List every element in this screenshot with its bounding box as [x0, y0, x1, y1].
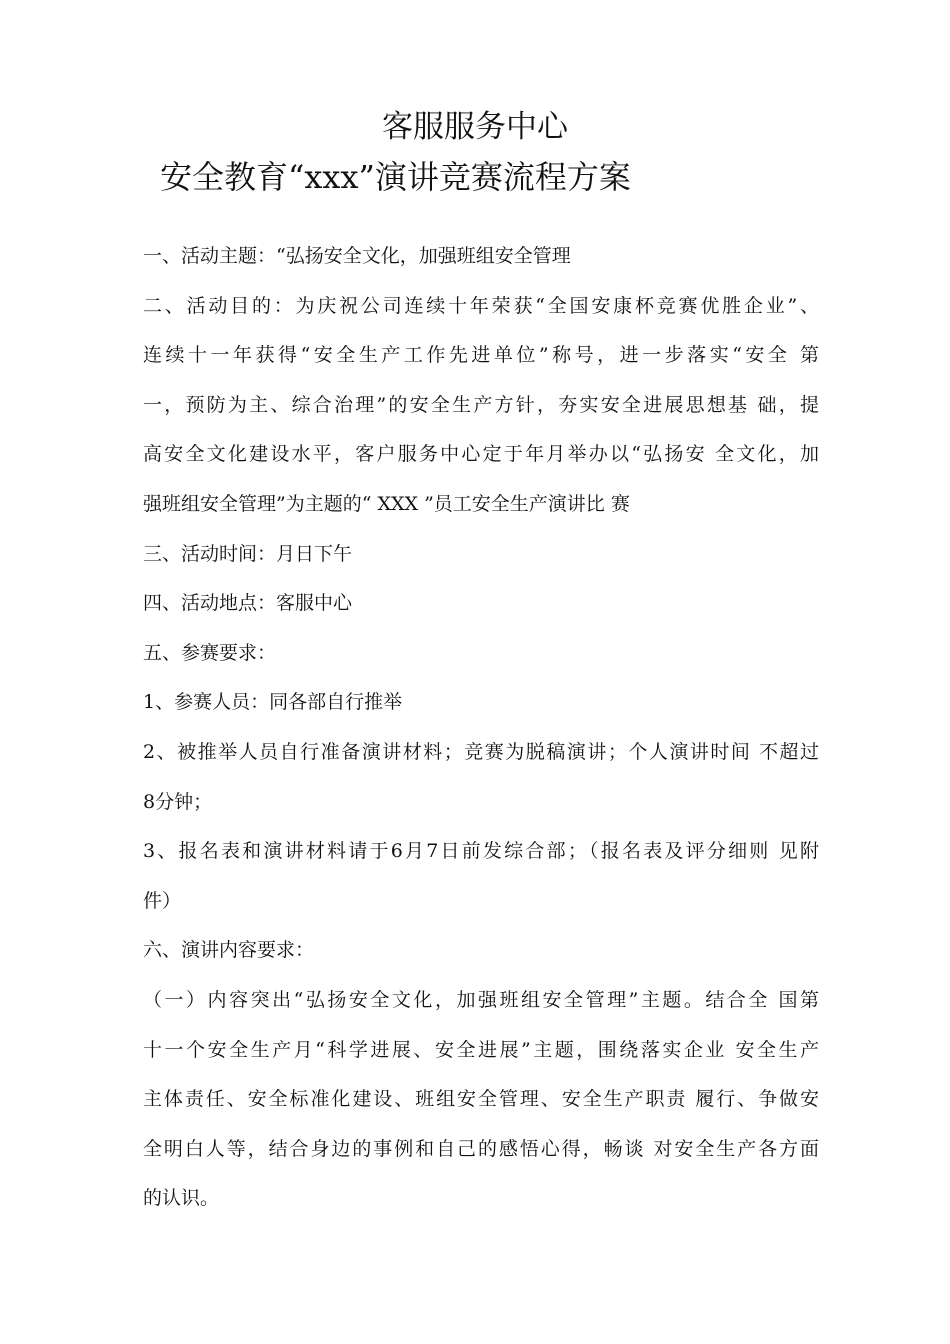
paragraph-line-activity-theme: 一、活动主题：“弘扬安全文化，加强班组安全管理: [143, 245, 571, 267]
section-heading-speech-content: 六、演讲内容要求：: [143, 939, 315, 962]
paragraph-line-activity-time: 三、活动时间：月日下午: [143, 542, 353, 565]
paragraph-line: 的认识。: [143, 1187, 220, 1210]
paragraph-line: 一，预防为主、综合治理”的安全生产方针，夯实安全进展思想基 础，提: [143, 393, 819, 416]
paragraph-line: 十一个安全生产月“科学进展、安全进展”主题，围绕落实企业 安全生产: [143, 1038, 819, 1061]
paragraph-line-activity-purpose: 二、活动目的：为庆祝公司连续十年荣获“全国安康杯竞赛优胜企业”、: [143, 294, 819, 317]
list-item-preparation: 2、被推举人员自行准备演讲材料；竞赛为脱稿演讲；个人演讲时间 不超过: [143, 740, 819, 763]
paragraph-line: 全明白人等，结合身边的事例和自己的感悟心得，畅谈 对安全生产各方面: [143, 1137, 819, 1160]
document-title-line-2: 安全教育“xxx”演讲竞赛流程方案: [160, 158, 631, 196]
section-heading-requirements: 五、参赛要求：: [143, 641, 277, 664]
document-body: [143, 232, 819, 1224]
paragraph-line-content-1: （一）内容突出“弘扬安全文化，加强班组安全管理”主题。结合全 国第: [143, 988, 819, 1011]
paragraph-line: 8分钟；: [143, 790, 213, 813]
list-item-participants: 1、参赛人员：同各部自行推举: [143, 691, 403, 714]
list-item-registration: 3、报名表和演讲材料请于6月7日前发综合部；（报名表及评分细则 见附: [143, 840, 819, 863]
paragraph-line: 主体责任、安全标准化建设、班组安全管理、安全生产职责 履行、争做安: [143, 1088, 819, 1111]
paragraph-line: 件）: [143, 889, 182, 912]
paragraph-line: 强班组安全管理”为主题的“ XXX ”员工安全生产演讲比 赛: [143, 492, 630, 515]
paragraph-line: 高安全文化建设水平，客户服务中心定于年月举办以“弘扬安 全文化，加: [143, 443, 819, 466]
paragraph-line: 连续十一年获得“安全生产工作先进单位”称号，进一步落实“安全 第: [143, 344, 819, 367]
document-title-line-1: 客服服务中心: [382, 109, 568, 145]
paragraph-line-activity-location: 四、活动地点：客服中心: [143, 592, 353, 615]
